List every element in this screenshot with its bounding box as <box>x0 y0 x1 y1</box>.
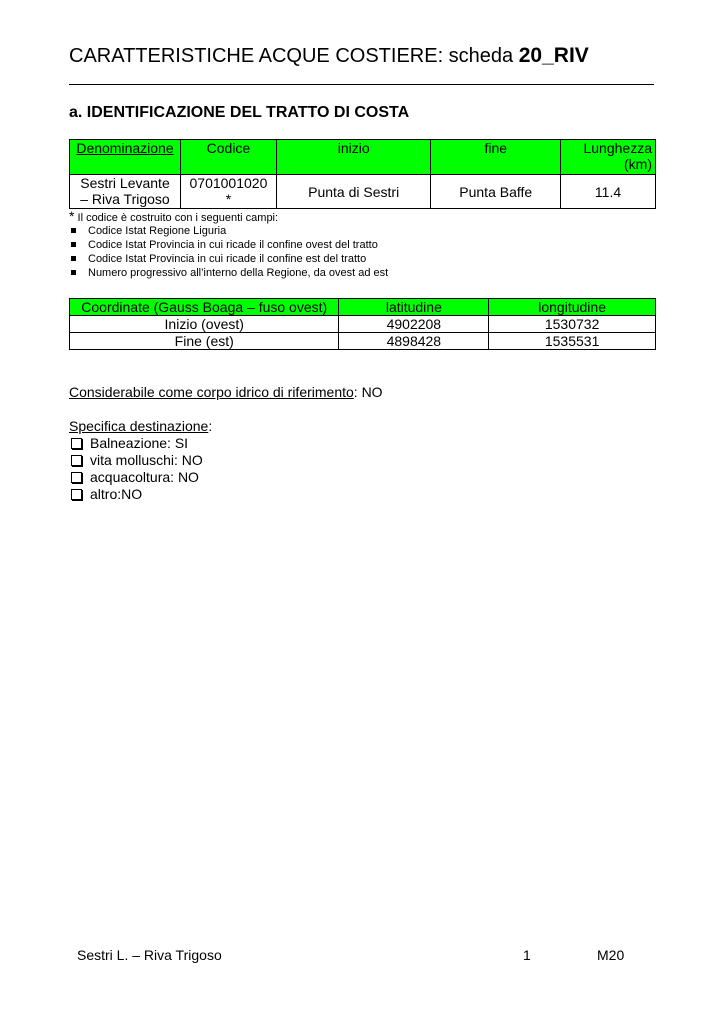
destination-item-text: vita molluschi: NO <box>90 452 203 468</box>
header-denominazione: Denominazione <box>70 140 181 175</box>
header-lunghezza-line1: Lunghezza <box>583 140 652 156</box>
destination-item-acquacoltura <box>69 469 199 485</box>
codice-line2: * <box>225 191 232 207</box>
checkbox-icon <box>71 489 82 500</box>
destination-colon: : <box>208 418 213 434</box>
note-bullet-text: Numero progressivo all’interno della Regione, da ovest ad est <box>88 267 389 279</box>
cell-lunghezza: 11.4 <box>561 175 656 209</box>
cell-inizio: Punta di Sestri <box>276 175 431 209</box>
coordinates-header-row <box>70 299 656 316</box>
title-divider <box>69 84 654 85</box>
footer-location: Sestri L. – Riva Trigoso <box>77 947 222 963</box>
coord-lat: 4902208 <box>339 316 489 333</box>
note-bullet-3 <box>69 252 366 266</box>
note-star: * <box>69 208 75 224</box>
identification-data-row <box>70 175 656 209</box>
note-bullet-text: Codice Istat Regione Liguria <box>88 225 227 237</box>
coordinates-row <box>70 333 656 350</box>
coordinates-row <box>70 316 656 333</box>
page-title <box>69 44 589 68</box>
codice-line1: 0701001020 <box>189 175 268 191</box>
coordinates-table <box>69 298 656 350</box>
header-fine: fine <box>431 140 561 175</box>
coord-label: Inizio (ovest) <box>70 316 339 333</box>
code-note <box>69 209 278 225</box>
title-prefix: CARATTERISTICHE ACQUE COSTIERE: scheda <box>69 45 519 67</box>
destination-item-altro <box>69 486 142 502</box>
header-latitudine: latitudine <box>339 299 489 316</box>
coord-lat: 4898428 <box>339 333 489 350</box>
destination-label: Specifica destinazione <box>69 418 209 434</box>
footer-code: M20 <box>597 947 625 963</box>
note-bullet-text: Codice Istat Provincia in cui ricade il confine ovest del tratto <box>88 239 378 251</box>
bullet-square-icon <box>71 270 76 275</box>
header-lunghezza-line2: (km) <box>624 156 652 172</box>
header-lunghezza <box>561 140 656 175</box>
reference-body-value: : NO <box>353 384 383 400</box>
denominazione-line1: Sestri Levante <box>80 175 170 191</box>
section-heading: a. IDENTIFICAZIONE DEL TRATTO DI COSTA <box>69 104 410 121</box>
destination-item-balneazione <box>69 435 188 451</box>
checkbox-icon <box>71 455 82 466</box>
note-bullet-1 <box>69 224 226 238</box>
note-text: Il codice è costruito con i seguenti campi: <box>74 212 279 224</box>
note-bullet-2 <box>69 238 378 252</box>
reference-body-line <box>69 384 383 400</box>
cell-fine: Punta Baffe <box>431 175 561 209</box>
header-longitudine: longitudine <box>489 299 656 316</box>
bullet-square-icon <box>71 228 76 233</box>
title-code: 20_RIV <box>518 44 589 67</box>
coord-label: Fine (est) <box>70 333 339 350</box>
bullet-square-icon <box>71 242 76 247</box>
destination-item-text: altro:NO <box>90 486 143 502</box>
header-codice: Codice <box>180 140 276 175</box>
checkbox-icon <box>71 438 82 449</box>
identification-table <box>69 139 656 209</box>
destination-item-text: acquacoltura: NO <box>90 469 199 485</box>
coord-lon: 1530732 <box>489 316 656 333</box>
destination-heading <box>69 418 212 434</box>
header-inizio: inizio <box>276 140 431 175</box>
footer-page-number: 1 <box>523 947 531 963</box>
coord-lon: 1535531 <box>489 333 656 350</box>
cell-denominazione <box>70 175 181 209</box>
checkbox-icon <box>71 472 82 483</box>
note-bullet-text: Codice Istat Provincia in cui ricade il confine est del tratto <box>88 253 367 265</box>
destination-item-molluschi <box>69 452 203 468</box>
denominazione-line2: – Riva Trigoso <box>80 191 170 207</box>
note-bullet-4 <box>69 266 388 280</box>
reference-body-label: Considerabile come corpo idrico di riferimento <box>69 384 354 400</box>
bullet-square-icon <box>71 256 76 261</box>
destination-item-text: Balneazione: SI <box>90 435 189 451</box>
identification-header-row <box>70 140 656 175</box>
cell-codice <box>180 175 276 209</box>
header-coordinate: Coordinate (Gauss Boaga – fuso ovest) <box>70 299 339 316</box>
